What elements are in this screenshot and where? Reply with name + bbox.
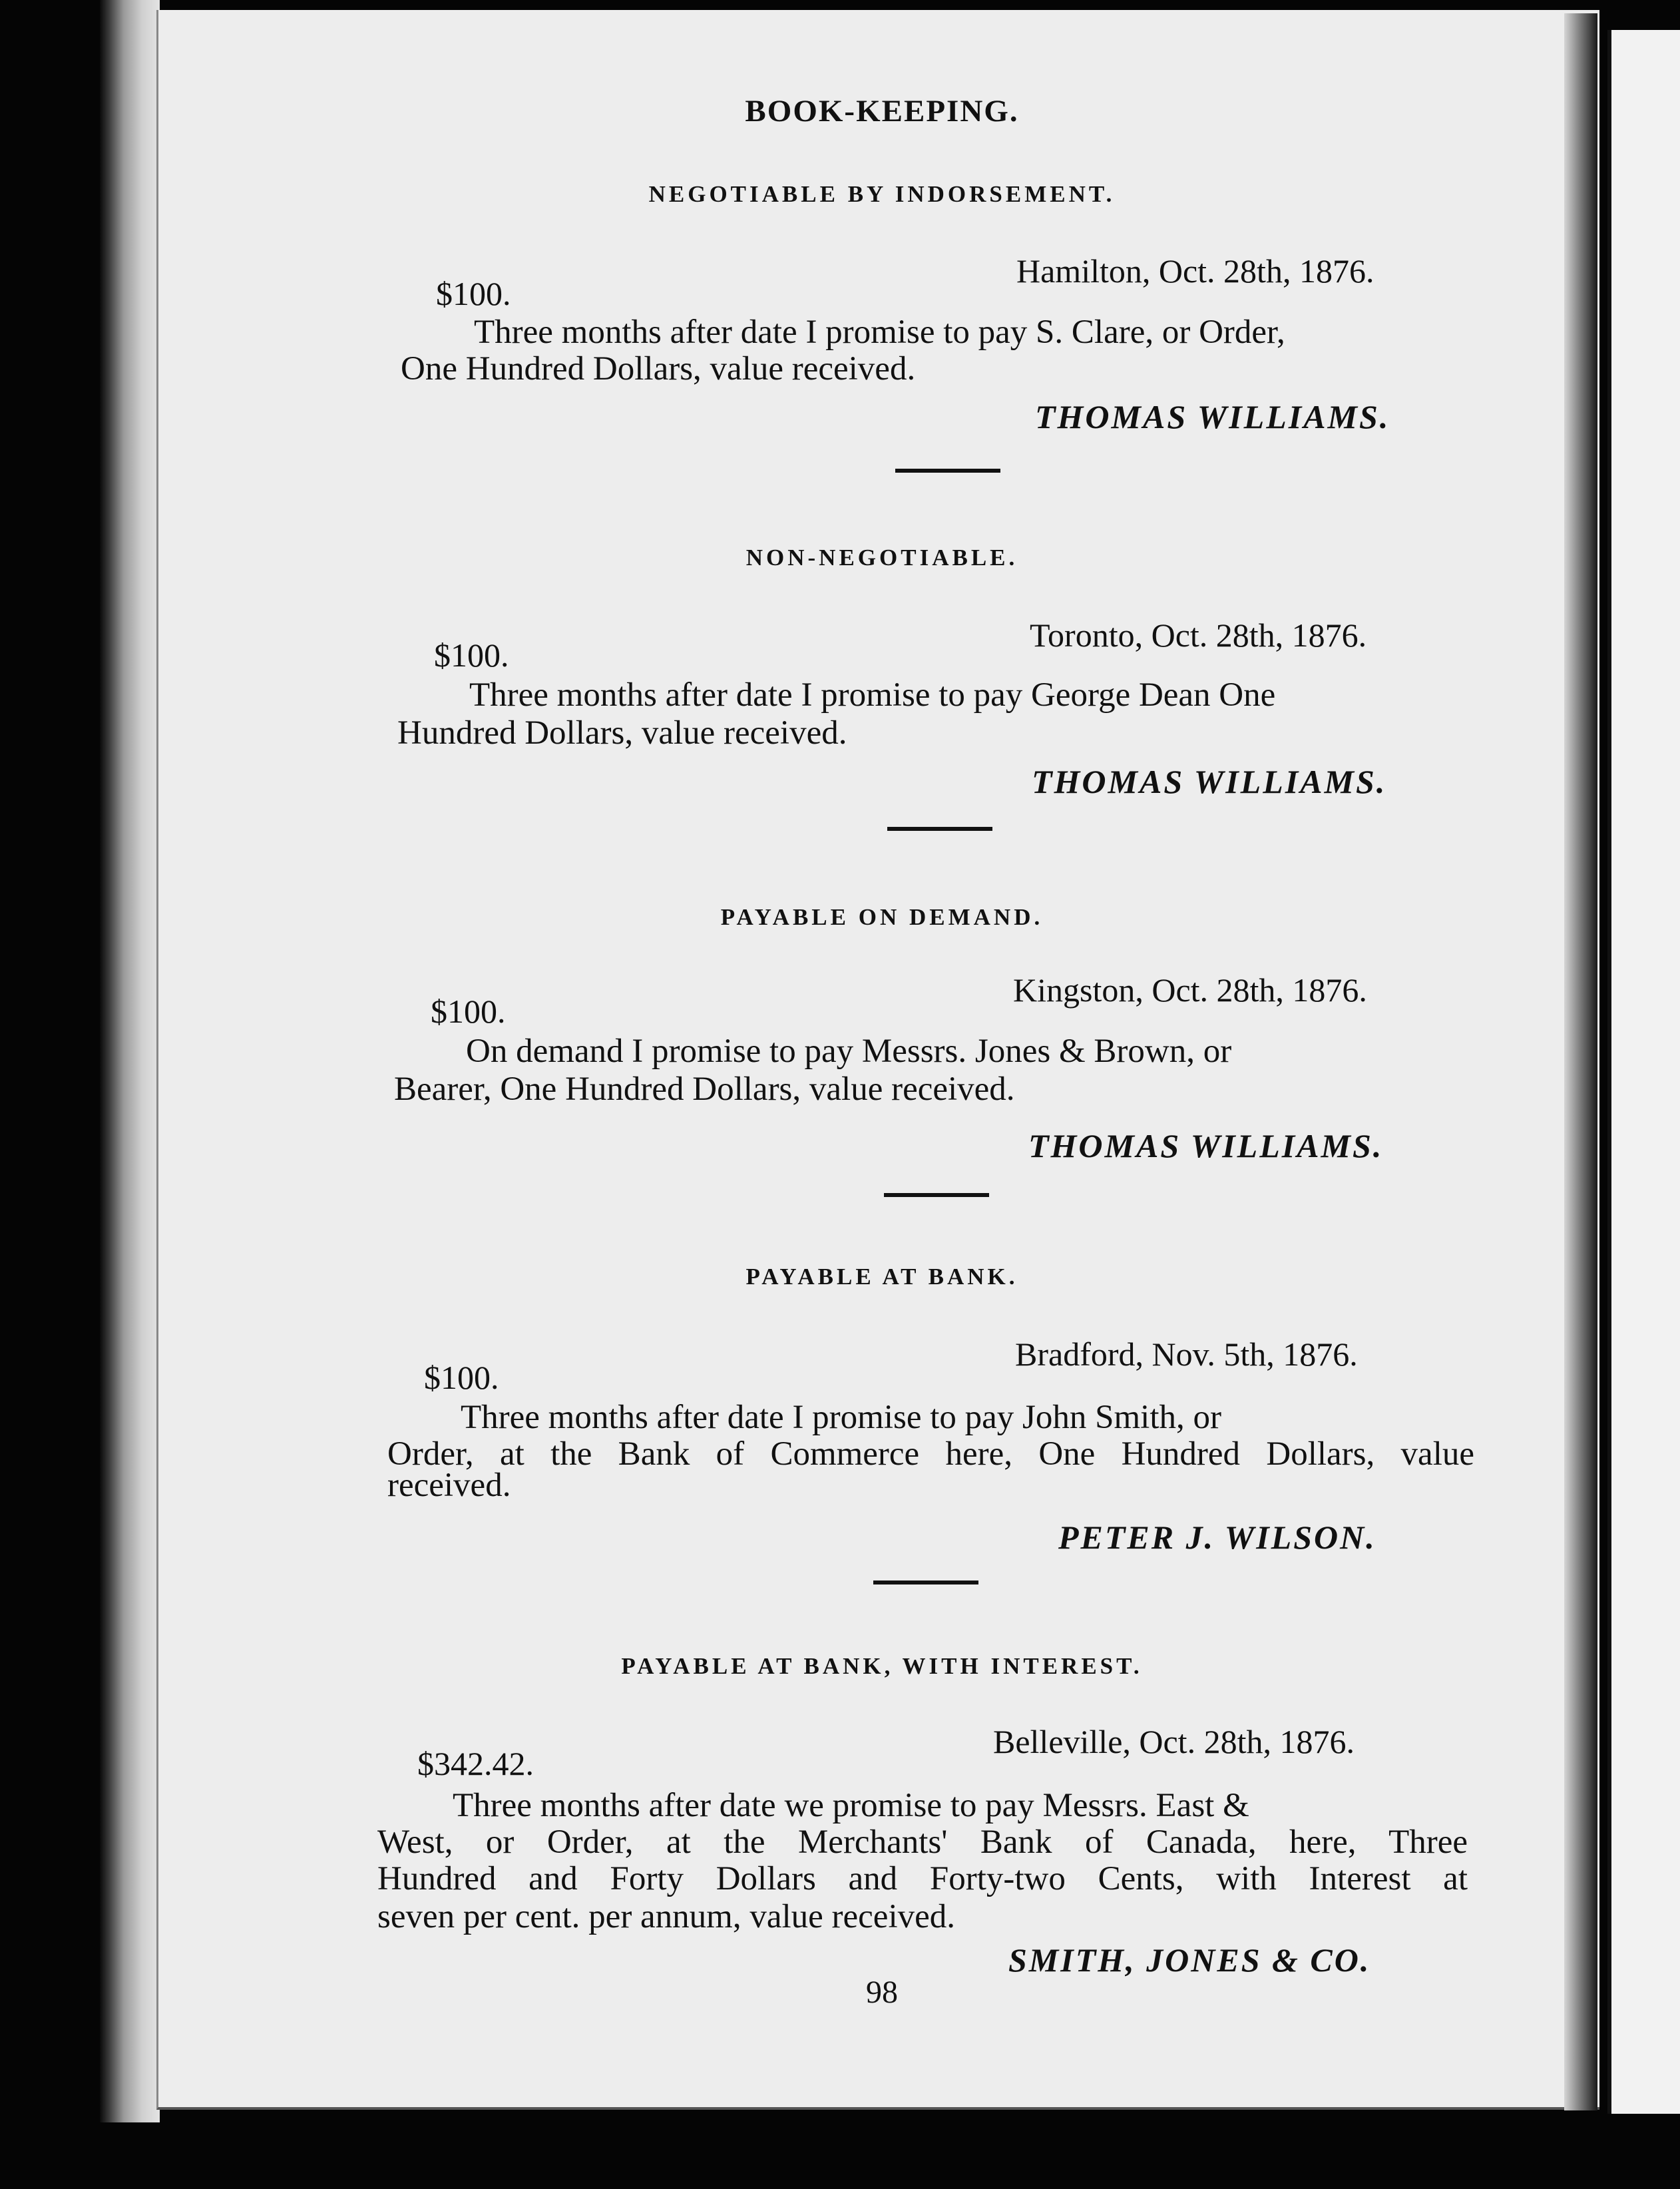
signature: SMITH, JONES & CO. <box>1008 1941 1371 1979</box>
page-gutter-shadow <box>1564 13 1597 2110</box>
place-date: Hamilton, Oct. 28th, 1876. <box>1016 252 1374 290</box>
facing-page-edge <box>1607 30 1680 2114</box>
note-text-line: Three months after date I promise to pay John Smith, or <box>461 1399 1221 1436</box>
book-spine-edge <box>100 0 160 2122</box>
note-text-line: seven per cent. per annum, value received. <box>377 1898 955 1935</box>
note-text-line: Order, at the Bank of Commerce here, One Hundred Dollars, value <box>387 1435 1474 1473</box>
note-text-line: Bearer, One Hundred Dollars, value received. <box>394 1071 1015 1108</box>
section-heading: PAYABLE AT BANK. <box>745 1264 1018 1290</box>
signature: THOMAS WILLIAMS. <box>1028 1127 1384 1164</box>
signature: THOMAS WILLIAMS. <box>1035 398 1390 435</box>
section-divider <box>895 469 1000 473</box>
note-text-line: Hundred and Forty Dollars and Forty-two Cents, with Interest at <box>377 1860 1468 1897</box>
note-amount: $100. <box>424 1359 499 1396</box>
place-date: Toronto, Oct. 28th, 1876. <box>1030 616 1367 654</box>
page-number: 98 <box>866 1975 898 2010</box>
place-date: Kingston, Oct. 28th, 1876. <box>1013 971 1367 1009</box>
note-text-line: received. <box>387 1467 511 1504</box>
signature: THOMAS WILLIAMS. <box>1032 763 1387 800</box>
note-text-line: Three months after date we promise to pay Messrs. East & <box>453 1787 1249 1824</box>
section-divider <box>887 827 992 831</box>
note-amount: $100. <box>434 636 509 674</box>
note-amount: $100. <box>431 993 506 1030</box>
note-text-line: Three months after date I promise to pay George Dean One <box>469 676 1276 714</box>
running-header: BOOK-KEEPING. <box>745 94 1019 128</box>
section-heading: PAYABLE AT BANK, WITH INTEREST. <box>621 1653 1143 1679</box>
section-divider <box>873 1581 978 1584</box>
section-heading: NON-NEGOTIABLE. <box>745 545 1018 571</box>
note-text-line: On demand I promise to pay Messrs. Jones & Brown, or <box>466 1033 1232 1070</box>
note-amount: $342.42. <box>417 1745 534 1782</box>
note-text-line: Three months after date I promise to pay S. Clare, or Order, <box>474 314 1285 351</box>
section-divider <box>884 1193 989 1197</box>
place-date: Bradford, Nov. 5th, 1876. <box>1015 1336 1358 1373</box>
place-date: Belleville, Oct. 28th, 1876. <box>993 1723 1355 1760</box>
note-text-line: West, or Order, at the Merchants' Bank of Canada, here, Three <box>377 1824 1468 1861</box>
section-heading: NEGOTIABLE BY INDORSEMENT. <box>648 181 1116 207</box>
signature: PETER J. WILSON. <box>1058 1519 1376 1556</box>
note-text-line: Hundred Dollars, value received. <box>397 714 847 752</box>
note-text-line: One Hundred Dollars, value received. <box>401 350 916 387</box>
section-heading: PAYABLE ON DEMAND. <box>720 904 1044 930</box>
note-amount: $100. <box>436 275 511 312</box>
